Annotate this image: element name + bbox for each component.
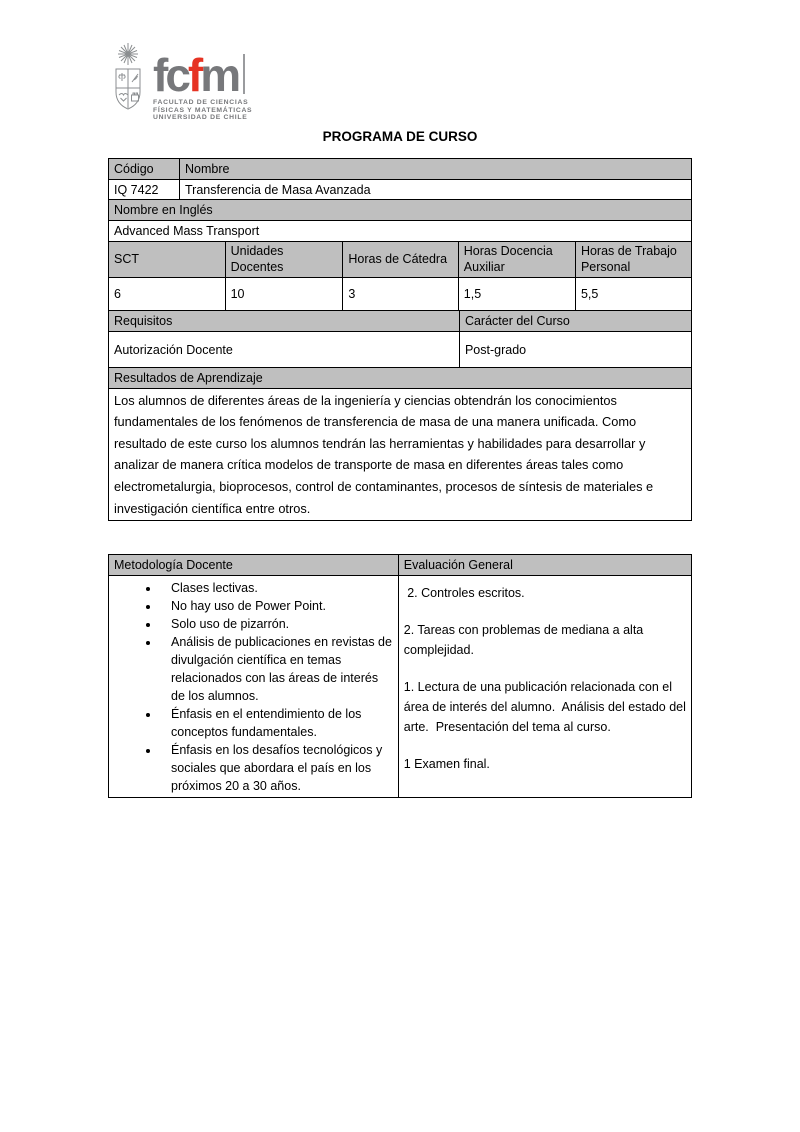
caption-line-3: UNIVERSIDAD DE CHILE (153, 114, 248, 121)
caption-line-1: FACULTAD DE CIENCIAS (153, 99, 249, 106)
shield (116, 69, 140, 109)
resultados-aprendizaje-header-cell: Resultados de Aprendizaje (109, 367, 692, 388)
course-info-table (108, 158, 692, 521)
wordmark-divider-bar (243, 54, 245, 94)
university-crest-icon (110, 42, 146, 118)
wordmark-fc: fc (153, 49, 188, 101)
english-name-value-cell: Advanced Mass Transport (109, 221, 692, 242)
metodologia-item: • Análisis de publicaciones en revistas de divulgación científica en temas relacionados con las áreas de interés de los alumnos. (160, 633, 393, 705)
methodology-evaluation-table (108, 554, 692, 798)
evaluacion-paragraph: 2. Controles escritos. (403, 585, 525, 600)
requisitos-value-cell: Autorización Docente (109, 332, 460, 368)
starburst (118, 43, 138, 65)
learning-outcomes-table (108, 367, 692, 522)
horas-docencia-auxiliar-value-cell: 1,5 (458, 277, 575, 311)
fcfm-logo (110, 42, 252, 122)
caption-line-2: FÍSICAS Y MATEMÁTICAS (153, 106, 253, 114)
evaluacion-paragraph: 2. Tareas con problemas de mediana a alta complejidad. (403, 622, 647, 657)
metodologia-list-cell (109, 576, 399, 798)
metodologia-item: • Énfasis en los desafíos tecnológicos y sociales que abordara el país en los próximos 20 a 30 años. (160, 741, 393, 795)
codigo-header-cell: Código (109, 159, 180, 180)
wordmark-f-red: f (187, 49, 201, 101)
unidades-docentes-value-cell: 10 (225, 277, 343, 311)
sct-value-cell: 6 (109, 277, 226, 311)
requisitos-header-cell: Requisitos (109, 311, 460, 332)
evaluacion-paragraph: 1 Examen final. (403, 756, 490, 771)
metodologia-docente-header-cell: Metodología Docente (109, 555, 399, 576)
caracter-curso-value-cell: Post-grado (459, 332, 691, 368)
sct-header-cell: SCT (109, 241, 226, 277)
caracter-curso-header-cell: Carácter del Curso (459, 311, 691, 332)
wordmark-m: m (200, 49, 239, 101)
nombre-header-cell: Nombre (180, 159, 692, 180)
logo-caption (153, 99, 252, 122)
english-name-header-cell: Nombre en Inglés (109, 200, 692, 221)
metodologia-item: • Solo uso de pizarrón. (160, 615, 393, 633)
metodologia-bullet-list (114, 579, 393, 795)
metodologia-item: • Énfasis en el entendimiento de los conceptos fundamentales. (160, 705, 393, 741)
credits-hours-table (108, 241, 692, 312)
english-name-table (108, 199, 692, 242)
evaluacion-general-header-cell: Evaluación General (398, 555, 691, 576)
fcfm-wordmark (153, 49, 252, 101)
horas-trabajo-personal-header-cell: Horas de Trabajo Personal (575, 241, 691, 277)
code-name-table (108, 158, 692, 201)
page-title: PROGRAMA DE CURSO (322, 129, 478, 144)
nombre-value-cell: Transferencia de Masa Avanzada (180, 180, 692, 201)
metodologia-item: • No hay uso de Power Point. (160, 597, 393, 615)
logo-text-block (153, 42, 252, 122)
horas-trabajo-personal-value-cell: 5,5 (575, 277, 691, 311)
requirements-table (108, 310, 692, 368)
horas-docencia-auxiliar-header-cell: Horas Docencia Auxiliar (458, 241, 575, 277)
evaluacion-paragraph: 1. Lectura de una publicación relacionada con el área de interés del alumno. Análisis del estado del arte. Presentación del tema al curso. (403, 679, 690, 734)
unidades-docentes-header-cell: Unidades Docentes (225, 241, 343, 277)
method-eval-table (108, 554, 692, 798)
horas-catedra-value-cell: 3 (343, 277, 458, 311)
metodologia-item: • Clases lectivas. (160, 579, 393, 597)
resultados-aprendizaje-text-cell: Los alumnos de diferentes áreas de la ingeniería y ciencias obtendrán los conocimientos fundamentales de los fenómenos de transferencia de masa de una manera unificada. Como resultado de este curso los alumnos tendrán las herramientas y habilidades para desarrollar y analizar de manera crítica modelos de transporte de masa en diferentes áreas tales como electrometalurgia, bioprocesos, control de contaminantes, procesos de síntesis de materiales e investigación científica entre otros. (109, 388, 692, 521)
horas-catedra-header-cell: Horas de Cátedra (343, 241, 458, 277)
evaluacion-text-cell (398, 576, 691, 798)
codigo-value-cell: IQ 7422 (109, 180, 180, 201)
